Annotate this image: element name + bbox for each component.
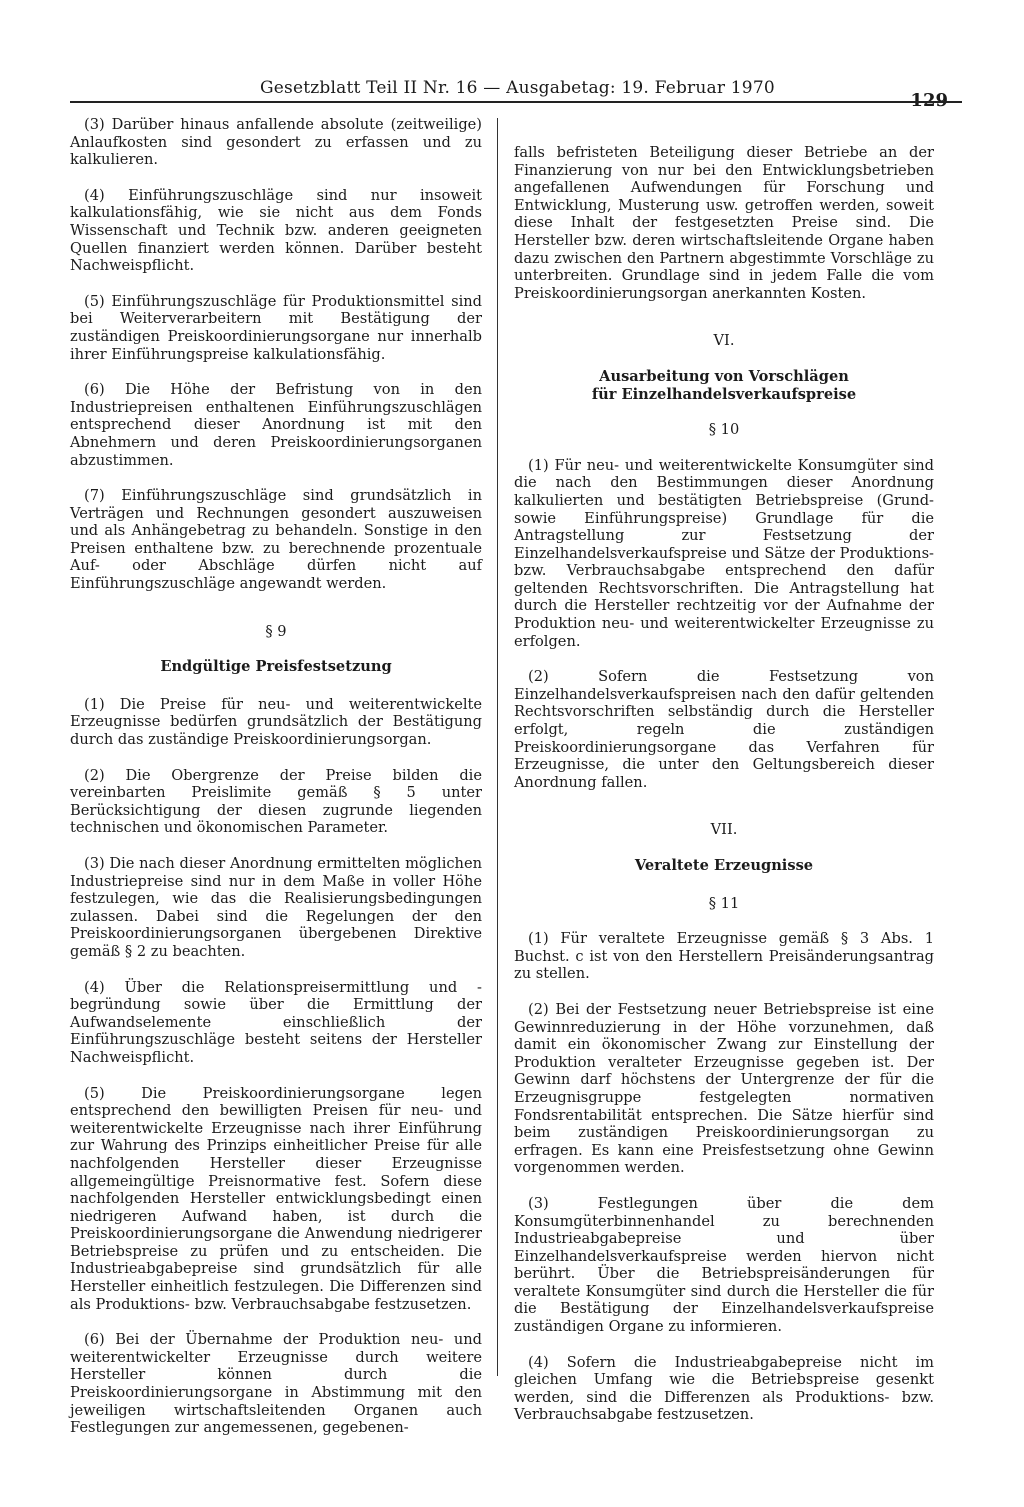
page-number: 129 [910, 90, 948, 111]
paragraph-8-4: (4) Einführungszuschläge sind nur insoweit kalkulationsfähig, wie sie nicht aus dem Fonds Wissenschaft und Technik bzw. anderen geeigneten Quellen finanziert werden können. Darüber besteht Nachweispflicht. [70, 186, 482, 275]
part-vii-number: VII. [710, 821, 738, 839]
paragraph-11-3: (3) Festlegungen über die dem Konsumgüterbinnenhandel zu berechnenden Industrieabgabepreise und über Einzelhandelsverkaufspreise werden hiervon nicht berührt. Über die Betriebspreisänderungen für veraltete Konsumgüter sind durch die Hersteller die für die Bestätigung der Einzelhandelsverkaufspreise zuständigen Organe zu informieren. [514, 1194, 934, 1336]
part-vi-title-line-1: Ausarbeitung von Vorschlägen [599, 367, 849, 385]
section-10-number: § 10 [708, 421, 740, 439]
paragraph-8-3: (3) Darüber hinaus anfallende absolute (zeitweilige) Anlaufkosten sind gesondert zu erfassen und zu kalkulieren. [70, 116, 482, 169]
paragraph-9-4: (4) Über die Relationspreisermittlung und -begründung sowie über die Ermittlung der Aufwandselemente einschließlich der Einführungszuschläge besteht seitens der Hersteller Nachweispflicht. [70, 978, 482, 1066]
paragraph-10-1: (1) Für neu- und weiterentwickelte Konsumgüter sind die nach den Bestimmungen dieser Anordnung kalkulierten und bestätigten Betriebspreise (Grund- sowie Einführungspreise) Grundlage für die Antragstellung zur Festsetzung der Einzelhandelsverkaufspreise und Sätze der Produktions- bzw. Verbrauchsabgabe entsprechend den dafür geltenden Rechtsvorschriften. Die Antragstellung hat durch die Hersteller rechtzeitig vor der Aufnahme der Produktion neu- und weiterentwickelter Erzeugnisse zu erfolgen. [514, 456, 934, 650]
header-divider [70, 101, 962, 103]
paragraph-11-2: (2) Bei der Festsetzung neuer Betriebspreise ist eine Gewinnreduzierung in der Höhe vorzunehmen, daß damit ein ökonomischer Zwang zur Einstellung der Produktion veralteter Erzeugnisse gegeben ist. Der Gewinn darf höchstens der Untergrenze der für die Erzeugnisgruppe festgelegten normativen Fondsrentabilität entsprechen. Die Sätze hierfür sind beim zuständigen Preiskoordinierungsorgan zu erfragen. Es kann eine Preisfestsetzung ohne Gewinn vorgenommen werden. [514, 1000, 934, 1177]
paragraph-11-1: (1) Für veraltete Erzeugnisse gemäß § 3 Abs. 1 Buchst. c ist von den Herstellern Preisänderungsantrag zu stellen. [514, 930, 934, 983]
paragraph-9-6-continued: falls befristeten Beteiligung dieser Betriebe an der Finanzierung von nur bei den Entwicklungsbetrieben angefallenen Aufwendungen für Forschung und Entwicklung, Musterung usw. getroffen werden, soweit diese Inhalt der festgesetzten Preise sind. Die Hersteller bzw. deren wirtschaftsleitende Organe haben dazu zwischen den Partnern abgestimmte Vorschläge zu unterbreiten. Grundlage sind in jedem Falle die vom Preiskoordinierungsorgan anerkannten Kosten. [514, 144, 934, 302]
part-vi-title-line-2: für Einzelhandelsverkaufspreise [591, 385, 857, 403]
column-divider [497, 118, 498, 1376]
paragraph-9-2: (2) Die Obergrenze der Preise bilden die vereinbarten Preislimite gemäß § 5 unter Berücksichtigung der diesen zugrunde liegenden technischen und ökonomischen Parameter. [70, 766, 482, 837]
paragraph-9-5: (5) Die Preiskoordinierungsorgane legen entsprechend den bewilligten Preisen für neu- und weiterentwickelte Erzeugnisse nach ihrer Einführung zur Wahrung des Prinzips einheitlicher Preise für alle nachfolgenden Hersteller dieser Erzeugnisse allgemeingültige Preisnormative fest. Sofern diese nachfolgenden Hersteller entwicklungsbedingt einen niedrigeren Aufwand haben, ist durch die Preiskoordinierungsorgane die Anwendung niedrigerer Betriebspreise zu prüfen und zu entscheiden. Die Industrieabgabepreise sind grundsätzlich für alle Hersteller einheitlich festzulegen. Die Differenzen sind als Produktions- bzw. Verbrauchsabgabe festzusetzen. [70, 1084, 482, 1313]
part-vii-title: Veraltete Erzeugnisse [634, 857, 814, 874]
gazette-title: Gesetzblatt Teil II Nr. 16 — Ausgabetag: 19. Februar 1970 [260, 78, 775, 98]
part-vi-title [514, 368, 934, 403]
paragraph-9-1: (1) Die Preise für neu- und weiterentwickelte Erzeugnisse bedürfen grundsätzlich der Bestätigung durch das zuständige Preiskoordinierungsorgan. [70, 695, 482, 749]
section-9-title: Endgültige Preisfestsetzung [160, 658, 392, 676]
paragraph-10-2: (2) Sofern die Festsetzung von Einzelhandelsverkaufspreisen nach den dafür geltenden Rechtsvorschriften selbständig durch die Hersteller erfolgt, regeln die zuständigen Preiskoordinierungsorgane das Verfahren für Erzeugnisse, die unter den Geltungsbereich dieser Anordnung fallen. [514, 668, 934, 791]
paragraph-8-5: (5) Einführungszuschläge für Produktionsmittel sind bei Weiterverarbeitern mit Bestätigung der zuständigen Preiskoordinierungsorgane nur innerhalb ihrer Einführungspreise kalkulationsfähig. [70, 292, 482, 363]
right-column [514, 144, 934, 1442]
paragraph-8-6: (6) Die Höhe der Befristung von in den Industriepreisen enthaltenen Einführungszuschlägen entsprechend dieser Anordnung ist mit den Abnehmern und deren Preiskoordinierungsorganen abzustimmen. [70, 381, 482, 469]
section-11-number: § 11 [708, 894, 740, 912]
paragraph-9-3: (3) Die nach dieser Anordnung ermittelten möglichen Industriepreise sind nur in dem Maße in voller Höhe festzulegen, wie das die Realisierungsbedingungen zulassen. Dabei sind die Regelungen der den Preiskoordinierungsorganen übergebenen Direktive gemäß § 2 zu beachten. [70, 855, 482, 960]
part-vi-number: VI. [713, 332, 735, 350]
paragraph-8-7: (7) Einführungszuschläge sind grundsätzlich in Verträgen und Rechnungen gesondert auszuweisen und als Anhängebetrag zu behandeln. Sonstige in den Preisen enthaltene bzw. zu berechnende prozentuale Auf- oder Abschläge dürfen nicht auf Einführungszuschläge angewandt werden. [70, 487, 482, 593]
section-9-number: § 9 [265, 622, 287, 640]
page-header [70, 72, 970, 111]
paragraph-11-4: (4) Sofern die Industrieabgabepreise nicht im gleichen Umfang wie die Betriebspreise gesenkt werden, sind die Differenzen als Produktions- bzw. Verbrauchsabgabe festzusetzen. [514, 1353, 934, 1424]
left-column [70, 116, 482, 1455]
paragraph-9-6: (6) Bei der Übernahme der Produktion neu- und weiterentwickelter Erzeugnisse durch weitere Hersteller können durch die Preiskoordinierungsorgane in Abstimmung mit den jeweiligen wirtschaftsleitenden Organen auch Festlegungen zur angemessenen, gegebenen- [70, 1331, 482, 1437]
